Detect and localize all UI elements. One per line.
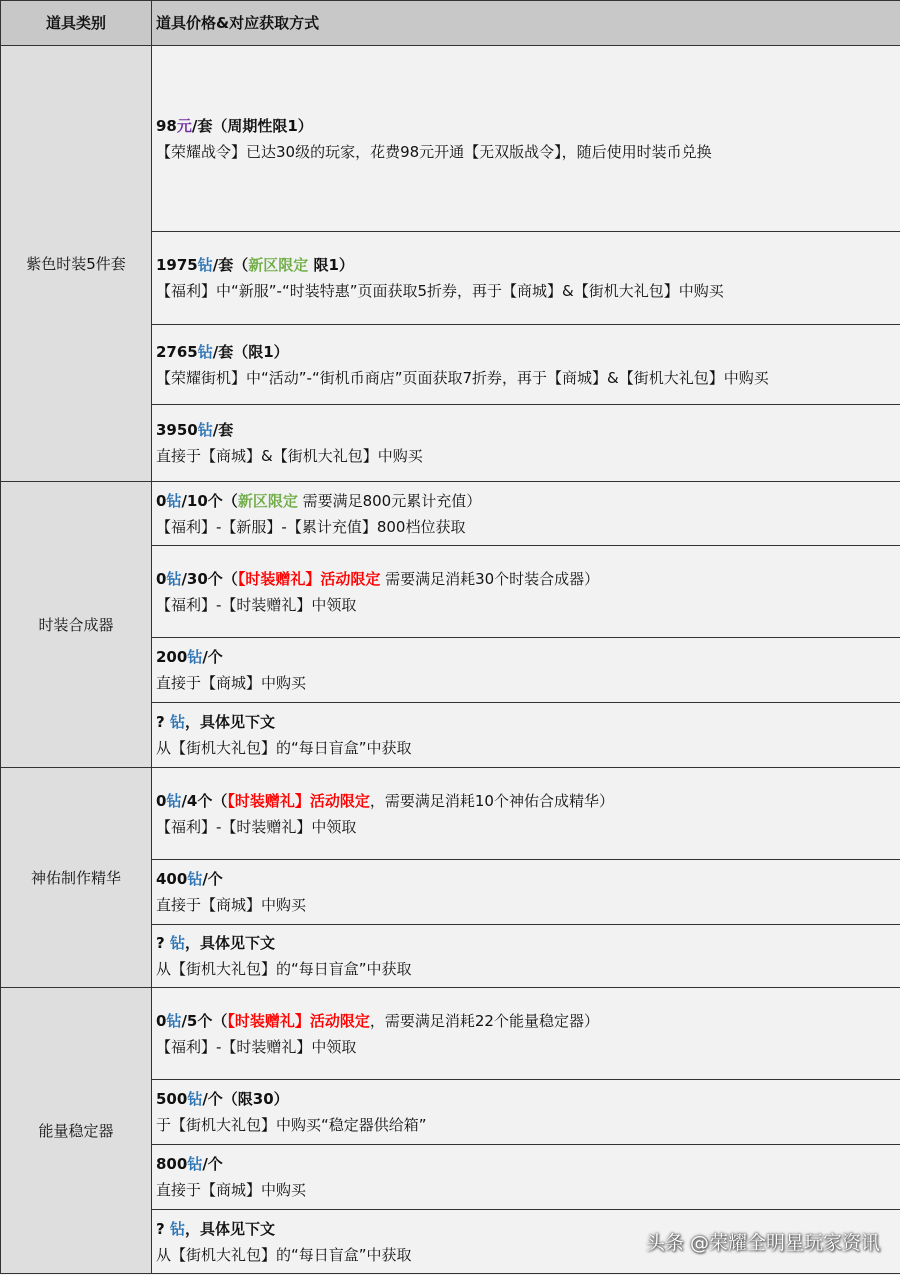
diamond-currency-label: 钻 [169, 713, 185, 731]
diamond-currency-label: 钻 [166, 1011, 182, 1030]
price-cell [152, 703, 900, 768]
price-cell [152, 1080, 900, 1145]
price-text: /个 [202, 1155, 223, 1173]
price-text: 500 [156, 1090, 188, 1108]
acquire-method: 【荣耀街机】中“活动”-“街机币商店”页面获取7折券，再于【商城】&【街机大礼包】中购买 [156, 368, 769, 387]
price-text: 800 [156, 1155, 188, 1173]
price-title [156, 644, 900, 670]
price-title [156, 709, 900, 735]
price-text: 2765 [156, 342, 198, 361]
acquire-method: 【福利】-【时装赠礼】中领取 [156, 817, 357, 836]
price-title [156, 1008, 900, 1034]
acquire-method: 于【街机大礼包】中购买“稳定器供给箱” [156, 1116, 427, 1134]
limit-tag: 新区限定 [248, 256, 309, 274]
category-synth: 时装合成器 [1, 482, 152, 768]
price-text: 200 [156, 648, 188, 666]
price-text: /个 [202, 648, 223, 666]
price-title [156, 488, 900, 514]
price-title [156, 1151, 900, 1177]
price-cell [152, 860, 900, 925]
acquire-method: 【荣耀战令】已达30级的玩家，花费98元开通【无双版战令】，随后使用时装币兑换 [156, 142, 712, 161]
yuan-currency-label: 元 [176, 116, 192, 135]
acquire-method: 直接于【商城】中购买 [156, 674, 307, 692]
price-title [156, 1086, 900, 1112]
header-category: 道具类别 [1, 1, 152, 46]
diamond-currency-label: 钻 [166, 569, 182, 588]
condition-text: ，需要满足消耗22个能量稳定器） [369, 1011, 599, 1030]
price-cell [152, 405, 900, 482]
diamond-currency-label: 钻 [197, 256, 213, 274]
diamond-currency-label: 钻 [197, 421, 213, 439]
table-header-row [1, 1, 900, 46]
price-text: /个 [202, 870, 223, 888]
price-text: /个（限30） [202, 1090, 289, 1108]
condition-text: 需要满足800元累计充值） [297, 491, 482, 510]
price-title [156, 788, 900, 814]
price-cell [152, 232, 900, 325]
acquire-method: 从【街机大礼包】的“每日盲盒”中获取 [156, 739, 412, 757]
price-text: ? [156, 713, 170, 731]
table-row [1, 482, 900, 546]
diamond-currency-label: 钻 [166, 491, 182, 510]
category-essence: 神佑制作精华 [1, 768, 152, 988]
price-text: 0 [156, 791, 167, 810]
price-title [156, 417, 900, 443]
price-title [156, 566, 900, 592]
category-purple-set: 紫色时装5件套 [1, 46, 152, 482]
price-text: 0 [156, 569, 167, 588]
diamond-currency-label: 钻 [187, 648, 203, 666]
diamond-currency-label: 钻 [187, 1155, 203, 1173]
price-text: /10个（ [181, 491, 238, 510]
price-text: /套（ [212, 256, 249, 274]
category-stabilizer: 能量稳定器 [1, 988, 152, 1274]
table-row [1, 988, 900, 1080]
price-text: 1975 [156, 256, 198, 274]
event-limit-tag: 【时装赠礼】活动限定 [237, 569, 381, 588]
price-text: ，具体见下文 [184, 1219, 275, 1238]
diamond-currency-label: 钻 [169, 1219, 185, 1238]
price-text: ? [156, 934, 170, 952]
diamond-currency-label: 钻 [197, 342, 213, 361]
header-price-method: 道具价格&对应获取方式 [152, 1, 900, 46]
price-text: /套（周期性限1） [191, 116, 313, 135]
price-text: 400 [156, 870, 188, 888]
price-text: /5个（ [181, 1011, 228, 1030]
acquire-method: 【福利】-【新服】-【累计充值】800档位获取 [156, 517, 466, 536]
price-title [156, 252, 900, 278]
price-cell [152, 482, 900, 546]
acquire-method: 从【街机大礼包】的“每日盲盒”中获取 [156, 960, 412, 978]
price-text: 98 [156, 116, 177, 135]
price-text: /套 [212, 421, 234, 439]
price-text: /30个（ [181, 569, 238, 588]
limit-tag: 新区限定 [237, 491, 298, 510]
acquire-method: 【福利】中“新服”-“时装特惠”页面获取5折券，再于【商城】&【街机大礼包】中购买 [156, 282, 724, 300]
price-text: ，具体见下文 [184, 713, 275, 731]
event-limit-tag: 【时装赠礼】活动限定 [227, 1011, 370, 1030]
condition-text: 需要满足消耗30个时装合成器） [380, 569, 600, 588]
price-text: /4个（ [181, 791, 228, 810]
price-text: 3950 [156, 421, 198, 439]
acquire-method: 直接于【商城】&【街机大礼包】中购买 [156, 447, 423, 465]
diamond-currency-label: 钻 [166, 791, 182, 810]
price-cell [152, 46, 900, 232]
price-cell [152, 638, 900, 703]
table-row [1, 768, 900, 860]
price-cell [152, 546, 900, 638]
acquire-method: 直接于【商城】中购买 [156, 1181, 307, 1199]
acquire-method: 直接于【商城】中购买 [156, 896, 307, 914]
price-title [156, 113, 900, 139]
acquire-method: 从【街机大礼包】的“每日盲盒”中获取 [156, 1245, 412, 1264]
price-title [156, 866, 900, 892]
price-text: /套（限1） [212, 342, 289, 361]
diamond-currency-label: 钻 [187, 1090, 203, 1108]
price-cell [152, 768, 900, 860]
price-cell [152, 925, 900, 988]
diamond-currency-label: 钻 [169, 934, 185, 952]
watermark-text: 头条 @荣耀全明星玩家资讯 [645, 1232, 880, 1254]
acquire-method: 【福利】-【时装赠礼】中领取 [156, 1037, 357, 1056]
price-text: 0 [156, 491, 167, 510]
price-title [156, 930, 900, 956]
price-title [156, 339, 900, 365]
condition-text: ，需要满足消耗10个神佑合成精华） [369, 791, 614, 810]
price-cell [152, 988, 900, 1080]
price-text: ，具体见下文 [184, 934, 275, 952]
price-text: 限1） [308, 256, 354, 274]
price-cell [152, 1145, 900, 1210]
price-text: 0 [156, 1011, 167, 1030]
price-cell [152, 325, 900, 405]
price-text: ? [156, 1219, 170, 1238]
acquire-method: 【福利】-【时装赠礼】中领取 [156, 595, 357, 614]
event-limit-tag: 【时装赠礼】活动限定 [227, 791, 370, 810]
table-row [1, 46, 900, 232]
diamond-currency-label: 钻 [187, 870, 203, 888]
